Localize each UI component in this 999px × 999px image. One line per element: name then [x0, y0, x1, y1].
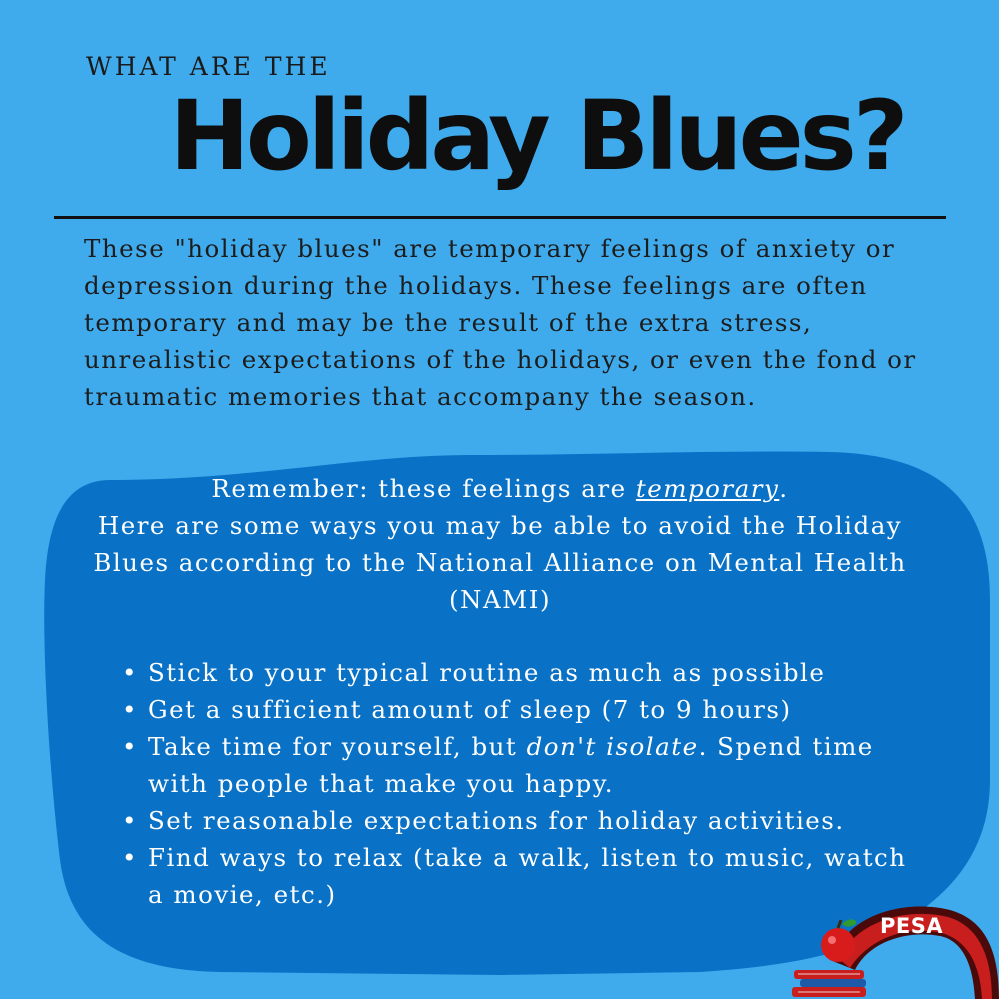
- tip-text: Set reasonable expectations for holiday activities.: [148, 806, 845, 835]
- list-item: [120, 654, 910, 691]
- kicker-text: WHAT ARE THE: [86, 52, 331, 81]
- ways-intro: Here are some ways you may be able to avoid the Holiday Blues according to the National Alliance on Mental Health (NAMI): [93, 511, 907, 614]
- list-item: [120, 691, 910, 728]
- list-item: [120, 802, 910, 839]
- remember-line: [60, 470, 940, 507]
- bullet-icon: •: [122, 806, 138, 835]
- tip-text: Get a sufficient amount of sleep (7 to 9 hours): [148, 695, 792, 724]
- apple-icon: [821, 928, 855, 962]
- temporary-emphasis: temporary: [635, 474, 780, 503]
- bullet-icon: •: [122, 843, 138, 872]
- bullet-icon: •: [122, 732, 138, 761]
- list-item: [120, 728, 910, 802]
- intro-paragraph: These "holiday blues" are temporary feelings of anxiety or depression during the holidays. These feelings are often temporary and may be the result of the extra stress, unrealistic expectations of the holidays, or even the fond or traumatic memories that accompany the season.: [84, 234, 917, 411]
- remember-prefix: Remember: these feelings are: [211, 474, 636, 503]
- tip-text: Find ways to relax (take a walk, listen to music, watch a movie, etc.): [148, 843, 907, 909]
- bullet-icon: •: [122, 695, 138, 724]
- headline-title: Holiday Blues?: [169, 80, 905, 192]
- tip-text-after: . Spend time with people that make you happy.: [148, 732, 874, 798]
- tip-emphasis: don't isolate: [526, 732, 699, 761]
- bullet-icon: •: [122, 658, 138, 687]
- panel-intro: [60, 470, 940, 618]
- tips-list: [120, 654, 910, 913]
- logo-label: PESA: [880, 914, 944, 938]
- remember-suffix: .: [779, 474, 789, 503]
- tip-text-before: Take time for yourself, but: [148, 732, 527, 761]
- tip-text: Stick to your typical routine as much as possible: [148, 658, 826, 687]
